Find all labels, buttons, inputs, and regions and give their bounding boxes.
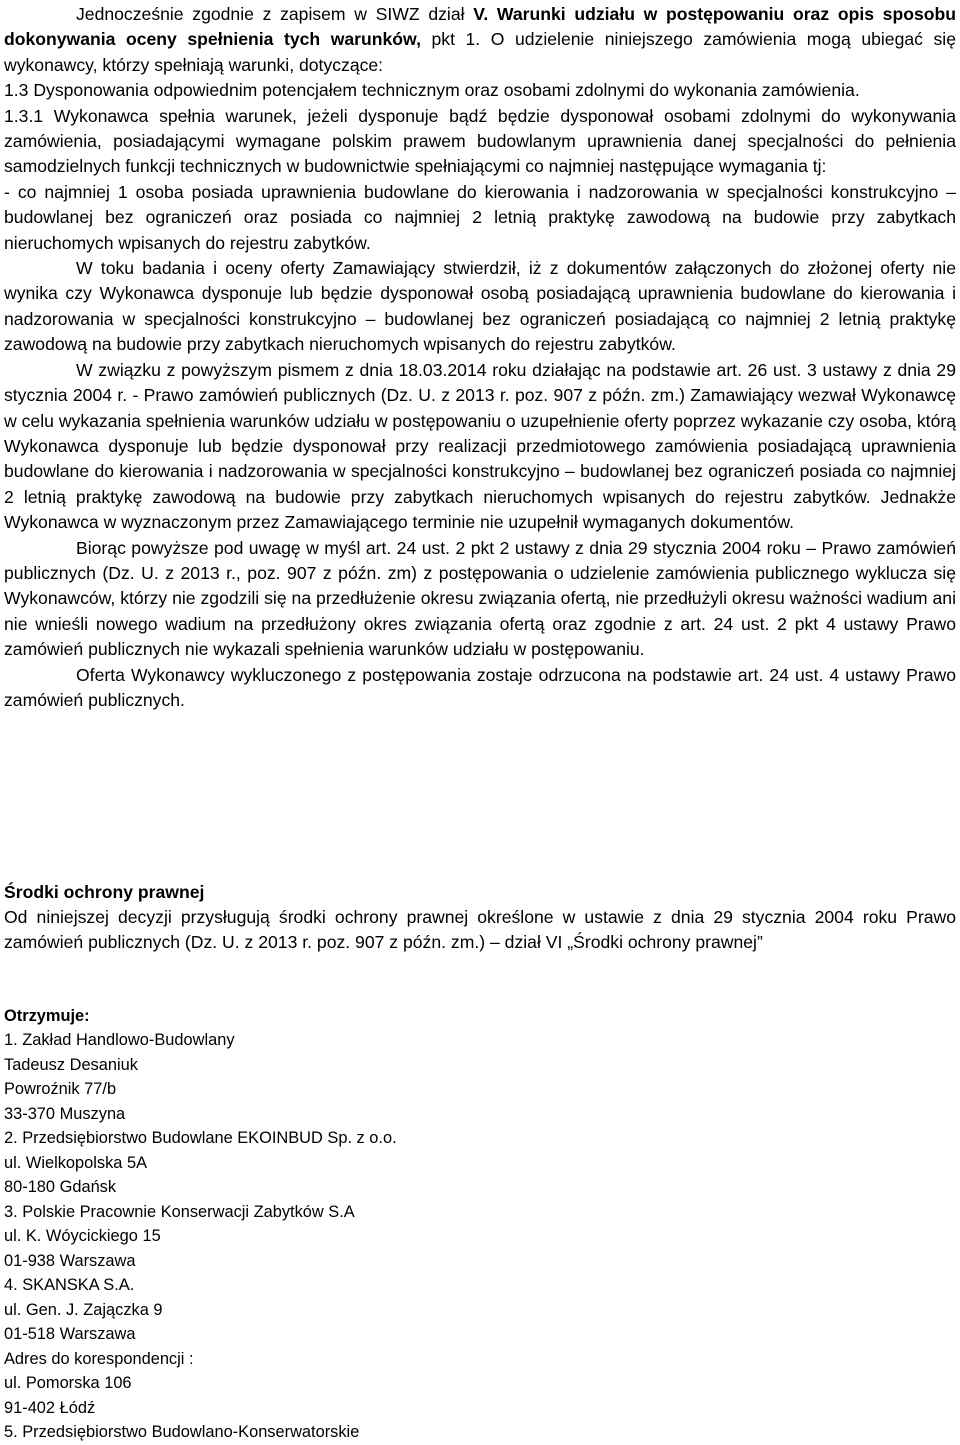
recipient-line: Powroźnik 77/b — [4, 1080, 117, 1098]
recipient-line: ul. K. Wóycickiego 15 — [4, 1227, 161, 1245]
recipient-line: ul. Wielkopolska 5A — [4, 1153, 148, 1172]
recipients-section — [4, 1004, 956, 1445]
recipient-line: ul. Pomorska 106 — [4, 1374, 132, 1392]
recipient-line: 91-402 Łódź — [4, 1398, 96, 1417]
section-1-3-1: 1.3.1 Wykonawca spełnia warunek, jeżeli dysponuje bądź będzie dysponował osobami zdolnymi do wykonywania zamówienia, posiadającymi wymagane polskim prawem budowlanym uprawnienia danej specjalności do pełnienia samodzielnych funkcji technicznych w budownictwie spełniającymi co najmniej następujące wymagania tj: — [4, 105, 956, 177]
oferta-paragraph: Oferta Wykonawcy wykluczonego z postępowania zostaje odrzucona na podstawie art. 24 ust. 4 ustawy Prawo zamówień publicznych. — [4, 664, 956, 710]
recipient-line: 3. Polskie Pracownie Konserwacji Zabytków S.A — [4, 1202, 355, 1221]
zwiazku-paragraph: W związku z powyższym pismem z dnia 18.03.2014 roku działając na podstawie art. 26 ust. 3 ustawy z dnia 29 stycznia 2004 r. - Prawo zamówień publicznych (Dz. U. z 2013 r. poz. 907 z późn. zm.) Zamawiający wezwał Wykonawcę w celu wykazania spełnienia warunków udziału w postępowaniu o uzupełnienie oferty poprzez wykazanie czy osoba, którą Wykonawca dysponuje lub będzie dysponował przy realizacji przedmiotowego zamówienia posiadającą uprawnienia budowlane do kierowania i nadzorowania w specjalności konstrukcyjno – budowlanej bez ograniczeń posiada co najmniej 2 letnią praktykę zawodową na budowie przy zabytkach nieruchomych wpisanych do rejestru zabytków. Jednakże Wykonawca w wyznaczonym przez Zamawiającego terminie nie uzupełnił wymaganych dokumentów. — [4, 359, 956, 533]
intro-block — [4, 2, 956, 713]
recipient-line: 01-938 Warszawa — [4, 1251, 136, 1270]
requirement-paragraph: - co najmniej 1 osoba posiada uprawnienia budowlane do kierowania i nadzorowania w specjalności konstrukcyjno – budowlanej bez ograniczeń oraz posiada co najmniej 2 letnią praktykę zawodową na budowie przy zabytkach nieruchomych wpisanych do rejestru zabytków. — [4, 181, 956, 253]
recipient-line: 33-370 Muszyna — [4, 1104, 126, 1123]
intro-text-a: Jednocześnie zgodnie z zapisem w SIWZ dział — [76, 4, 474, 24]
recipient-line: 01-518 Warszawa — [4, 1325, 136, 1343]
intro-text-bold: V. Warunki udziału w postępowaniu oraz opis sposobu dokonywania oceny spełnienia tych warunków, — [4, 4, 956, 50]
legal-remedies-paragraph: Od niniejszej decyzji przysługują środki ochrony prawnej określone w ustawie z dnia 29 stycznia 2004 roku Prawo zamówień publicznych (Dz. U. z 2013 r. poz. 907 z późn. zm.) – dział VI „Środki ochrony prawnej” — [4, 907, 956, 953]
recipient-line: ul. Gen. J. Zajączka 9 — [4, 1300, 163, 1319]
recipient-line: Adres do korespondencji : — [4, 1349, 194, 1368]
recipient-line: 2. Przedsiębiorstwo Budowlane EKOINBUD Sp. z o.o. — [4, 1129, 397, 1147]
intro-paragraph — [4, 2, 956, 78]
section-1-3: 1.3 Dysponowania odpowiednim potencjałem technicznym oraz osobami zdolnymi do wykonania zamówienia. — [4, 80, 860, 101]
recipient-line: 5. Przedsiębiorstwo Budowlano-Konserwatorskie — [4, 1423, 360, 1441]
biorac-paragraph: Biorąc powyższe pod uwagę w myśl art. 24 ust. 2 pkt 2 ustawy z dnia 29 stycznia 2004 roku – Prawo zamówień publicznych (Dz. U. z 2013 r., poz. 907 z późn. zm) z postępowania o udzielenie zamówienia publicznego wyklucza się Wykonawców, którzy nie zgodzili się na przedłużenie okresu związania ofertą, nie przedłużyli okresu ważności wadium ani nie wnieśli nowego wadium na przedłużony okres związania ofertą oraz zgodnie z art. 24 ust. 2 pkt 4 ustawy Prawo zamówień publicznych nie wykazali spełnienia warunków udziału w postępowaniu. — [4, 537, 956, 660]
toku-paragraph: W toku badania i oceny oferty Zamawiający stwierdził, iż z dokumentów załączonych do złożonej oferty nie wynika czy Wykonawca dysponuje lub będzie dysponował osobą posiadającą uprawnienia budowlane do kierowania i nadzorowania w specjalności konstrukcyjno – budowlanej bez ograniczeń posiadającą co najmniej 2 letnią praktykę zawodową na budowie przy zabytkach nieruchomych wpisanych do rejestru zabytków. — [4, 258, 956, 355]
recipients-label: Otrzymuje: — [4, 1007, 90, 1025]
legal-remedies-section — [4, 880, 956, 956]
recipient-line: Tadeusz Desaniuk — [4, 1055, 138, 1074]
recipient-line: 80-180 Gdańsk — [4, 1178, 117, 1196]
intro-text-c: pkt 1. O udzielenie niniejszego zamówienia mogą ubiegać się wykonawcy, którzy spełniają warunki, dotyczące: — [4, 29, 956, 75]
recipient-line: 1. Zakład Handlowo-Budowlany — [4, 1031, 235, 1049]
recipient-line: 4. SKANSKA S.A. — [4, 1276, 135, 1294]
legal-remedies-heading: Środki ochrony prawnej — [4, 882, 205, 902]
